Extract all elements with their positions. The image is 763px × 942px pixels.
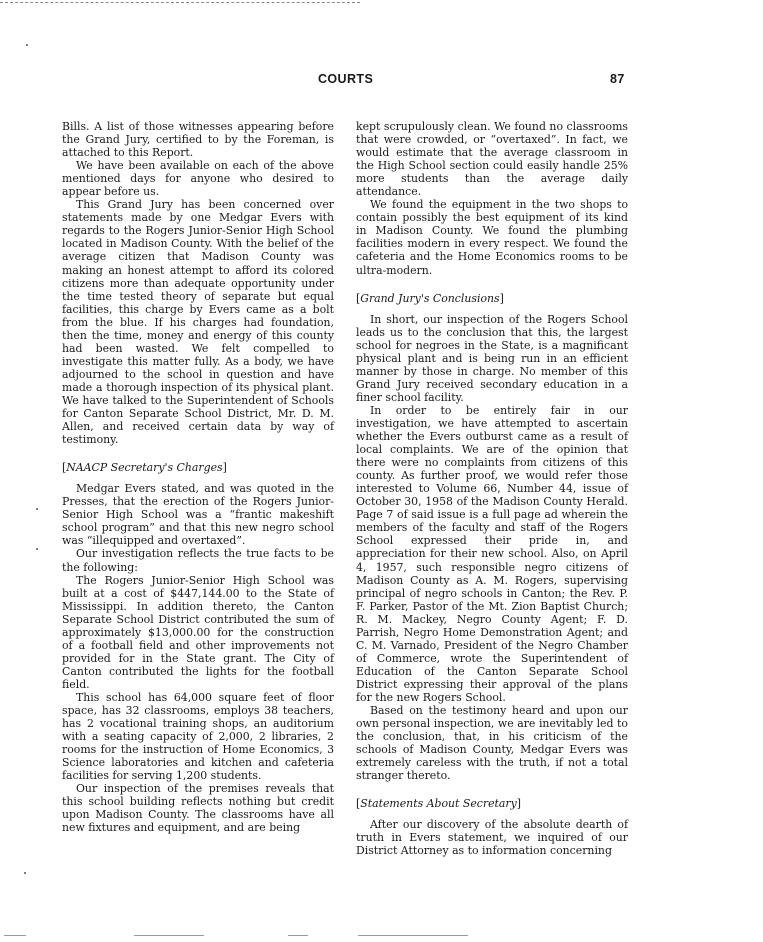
- paragraph: Medgar Evers stated, and was quoted in the Presses, that the erection of the Rogers Junior-Senior High School was a “frantic makeshift school program” and that this new negro school was “illequipped and overtaxed”.: [62, 482, 334, 548]
- paragraph: This Grand Jury has been concerned over statements made by one Medgar Evers with regards to the Rogers Junior-Senior High School located in Madison County. With the belief of the average citizen that Madison County was making an honest attempt to afford its colored citizens more than adequate opportunity under the time tested theory of separate but equal facilities, this charge by Evers came as a bolt from the blue. If his charges had foundation, then the time, money and energy of this county had been wasted. We felt compelled to investigate this matter fully. As a body, we have adjourned to the school in question and have made a thorough inspection of its physical plant. We have talked to the Superintendent of Schools for Canton Separate School District, Mr. D. M. Allen, and received certain data by way of testimony.: [62, 198, 334, 447]
- paragraph: This school has 64,000 square feet of floor space, has 32 classrooms, employs 38 teachers, has 2 vocational training shops, an auditorium with a seating capacity of 2,000, 2 libraries, 2 rooms for the instruction of Home Economics, 3 Science laboratories and kitchen and cafeteria facilities for serving 1,200 students.: [62, 690, 334, 783]
- scan-speck: [26, 44, 28, 46]
- paragraph: The Rogers Junior-Senior High School was built at a cost of $447,144.00 to the State of Mississippi. In addition thereto, the Canton Separate School District contributed the sum of approximately $13,000.00 for the construction of a football field and other improvements not provided for in the State grant. The City of Canton contributed the lights for the football field.: [62, 573, 334, 691]
- scan-speck: [24, 872, 26, 874]
- scan-speck: [36, 548, 38, 550]
- paragraph: kept scrupulously clean. We found no classrooms that were crowded, or “overtaxed”. In fact, we would estimate that the average classroom in the High School section could easily handle 25% more students than the average daily attendance.: [356, 120, 628, 199]
- left-column: [62, 120, 334, 834]
- section-heading: [NAACP Secretary's Charges]: [62, 461, 227, 475]
- paragraph: In order to be entirely fair in our investigation, we have attempted to ascertain whether the Evers outburst came as a result of local complaints. We are of the opinion that there were no complaints from citizens of this county. As further proof, we would refer those interested to Volume 66, Number 44, issue of October 30, 1958 of the Madison County Herald. Page 7 of said issue is a full page ad wherein the members of the faculty and staff of the Rogers School expressed their pride in, and appreciation for their new school. Also, on April 4, 1957, such responsible negro citizens of Madison County as A. M. Rogers, supervising principal of negro schools in Canton; the Rev. P. F. Parker, Pastor of the Mt. Zion Baptist Church; R. M. Mackey, Negro County Agent; F. D. Parrish, Negro Home Demonstration Agent; and C. M. Varnado, President of the Negro Chamber of Commerce, wrote the Superintendent of Education of the Canton Separate School District expressing their approval of the plans for the new Rogers School.: [356, 403, 628, 704]
- section-heading: [Grand Jury's Conclusions]: [356, 291, 504, 305]
- scan-speck: [36, 508, 38, 510]
- paragraph: We have been available on each of the above mentioned days for anyone who desired to appear before us.: [62, 159, 334, 199]
- running-header-title: COURTS: [318, 72, 374, 86]
- bottom-edge-line: [358, 935, 468, 936]
- bottom-edge-line: [288, 935, 308, 936]
- paragraph: Based on the testimony heard and upon our own personal inspection, we are inevitably led to the conclusion, that, in his criticism of the schools of Madison County, Medgar Evers was extremely careless with the truth, if not a total stranger thereto.: [356, 704, 628, 783]
- paragraph: Our inspection of the premises reveals that this school building reflects nothing but credit upon Madison County. The classrooms have all new fixtures and equipment, and are being: [62, 782, 334, 835]
- bottom-edge-line: [4, 935, 26, 936]
- paragraph: In short, our inspection of the Rogers School leads us to the conclusion that this, the largest school for negroes in the State, is a magnificant physical plant and is being run in an efficient manner by those in charge. No member of this Grand Jury received secondary education in a finer school facility.: [356, 312, 628, 404]
- paragraph: Bills. A list of those witnesses appearing before the Grand Jury, certified to by the Foreman, is attached to this Report.: [62, 120, 334, 160]
- page-number: 87: [610, 72, 625, 86]
- paragraph: Our investigation reflects the true facts to be the following:: [62, 547, 334, 574]
- paragraph: We found the equipment in the two shops to contain possibly the best equipment of its kind in Madison County. We found the plumbing facilities modern in every respect. We found the cafeteria and the Home Economics rooms to be ultra-modern.: [356, 198, 628, 277]
- section-heading: [Statements About Secretary]: [356, 797, 521, 811]
- paragraph: After our discovery of the absolute dearth of truth in Evers statement, we inquired of our District Attorney as to information concerning: [356, 818, 628, 858]
- right-column: [356, 120, 628, 857]
- top-dashed-rule: [0, 2, 360, 3]
- bottom-edge-line: [134, 935, 204, 936]
